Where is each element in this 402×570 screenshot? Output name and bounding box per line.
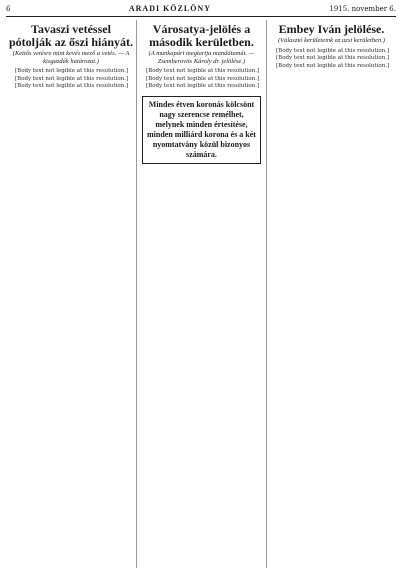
article-paragraph: [Body text not legible at this resolution.]: [15, 75, 129, 82]
article-paragraph: [Body text not legible at this resolution.]: [15, 83, 129, 90]
article-paragraph: [Body text not legible at this resolution.]: [146, 68, 260, 74]
article-paragraph: [Body text not legible at this resolution.]: [15, 68, 129, 74]
article-title: Embey Iván jelölése.: [278, 22, 385, 36]
page-number: 6: [6, 5, 11, 13]
article-paragraph: [Body text not legible at this resolution.]: [146, 75, 260, 82]
column-right: [266, 20, 396, 568]
columns: [6, 20, 396, 568]
article-subtitle: (A munkapárt megtartja mandátumát. — Zsemberovits Károly dr. jelölése.): [148, 50, 255, 65]
column-middle: [136, 20, 266, 568]
masthead-rule: [6, 16, 396, 17]
issue-date: 1915. november 6.: [329, 5, 396, 13]
masthead: [6, 4, 396, 14]
boxed-notice: [142, 96, 261, 164]
article-paragraph: [Body text not legible at this resolution.]: [276, 62, 390, 69]
article-subtitle: (Választó kerületeink az uzsi kerületben.): [277, 37, 386, 44]
column-left: [6, 20, 136, 568]
notice-text: Mindes étven koronás kölcsönt nagy szerencse remélhet, melynek minden értesítése, minden milliárd korona és a két nyomtatvány közül bizonyos számára.: [147, 99, 256, 159]
article-subtitle: (Kettős vetésre mint kevés mező a vetés. — A kisgazdák határozat.): [12, 50, 130, 65]
article-paragraph: [Body text not legible at this resolution.]: [276, 55, 390, 62]
article-paragraph: [Body text not legible at this resolution.]: [276, 47, 390, 54]
article-paragraph: [Body text not legible at this resolution.]: [146, 83, 260, 90]
paper-title: ARADI KÖZLÖNY: [128, 4, 211, 13]
article-title: Városatya-jelölés a második kerületben.: [149, 22, 254, 49]
article-title: Tavaszi vetéssel pótolják az őszi hiányát.: [9, 22, 134, 49]
